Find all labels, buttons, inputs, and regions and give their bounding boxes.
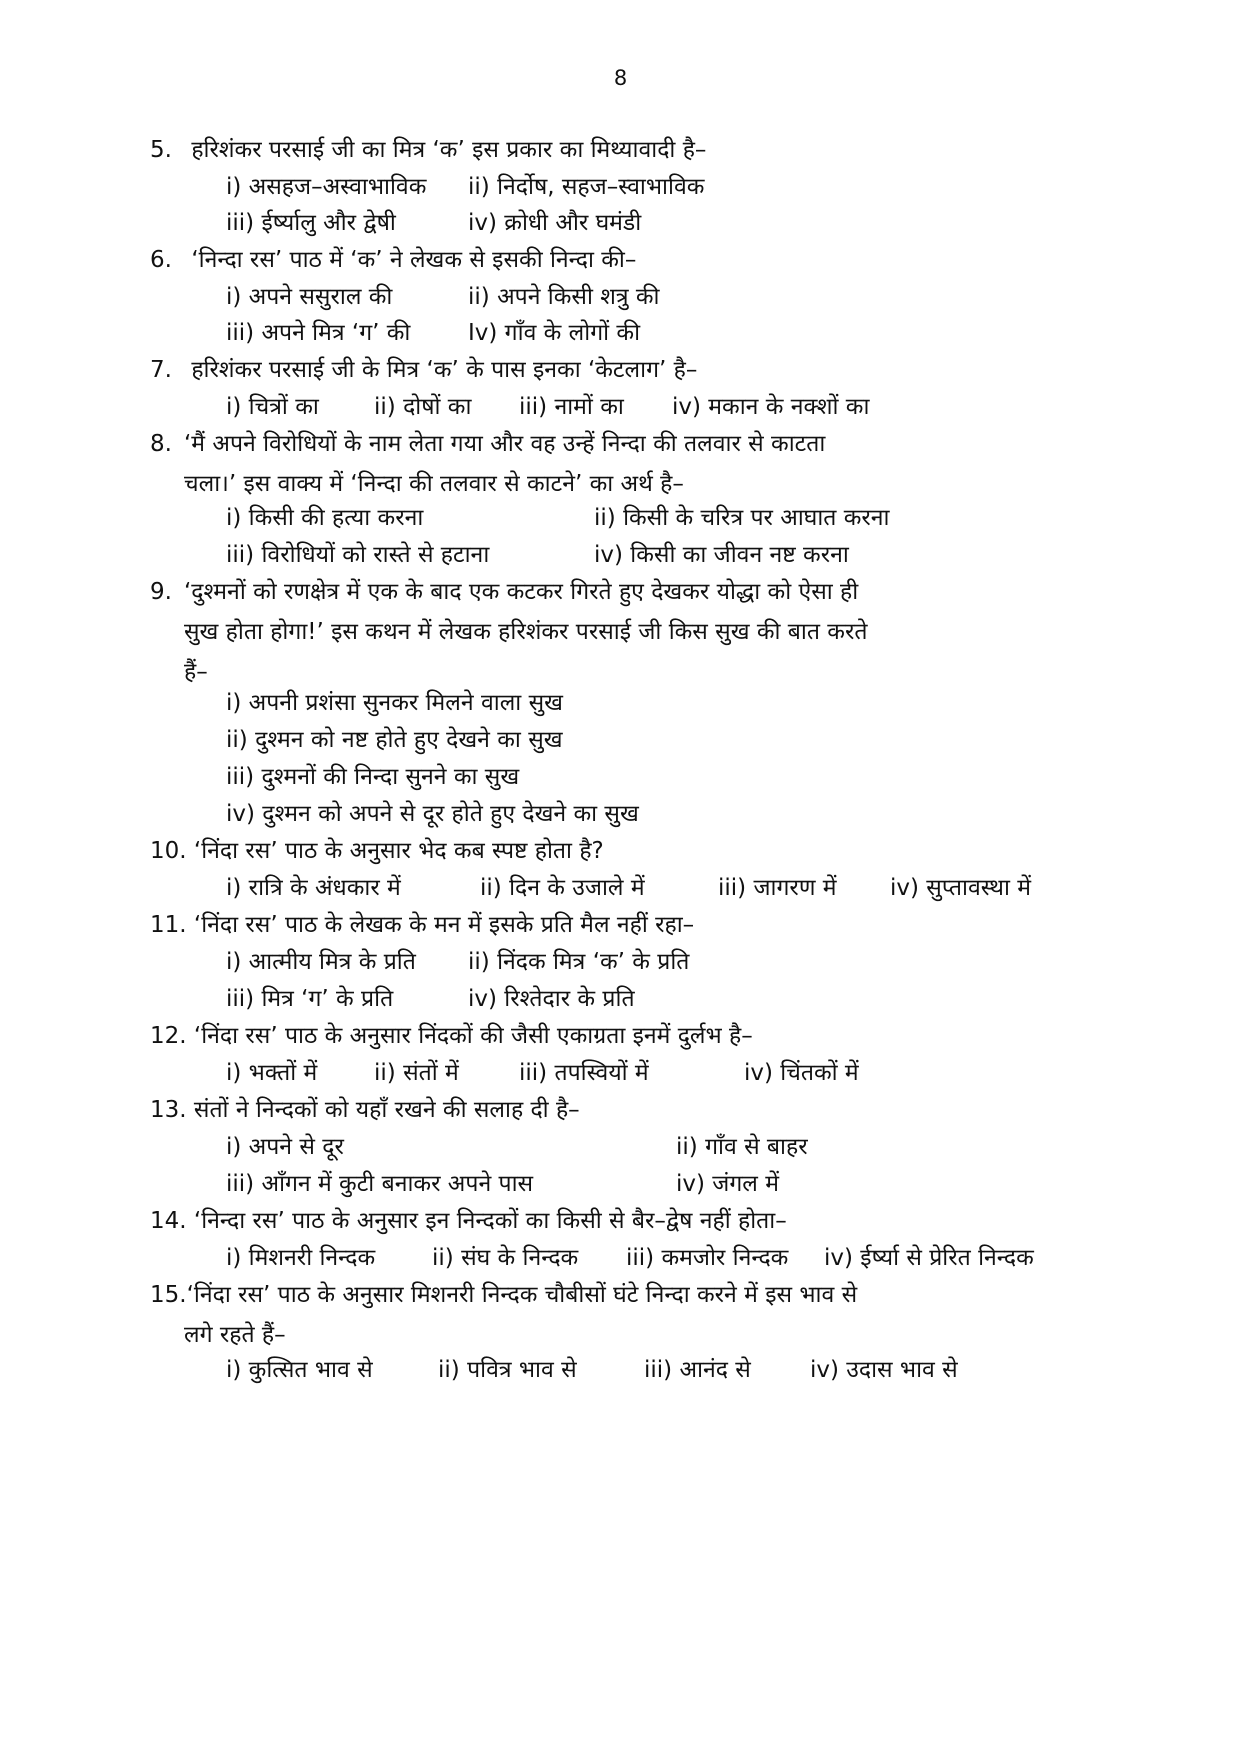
option: iv) रिश्तेदार के प्रति (468, 986, 635, 1012)
question-number: 13. (150, 1097, 187, 1123)
question-number: 9. (150, 579, 172, 605)
question-number: 8. (150, 431, 172, 457)
option: iv) मकान के नक्शों का (672, 394, 870, 420)
question-text: ‘मैं अपने विरोधियों के नाम लेता गया और वह उन्हें निन्दा की तलवार से काटता (184, 431, 826, 457)
question-text: ‘निंदा रस’ पाठ के अनुसार भेद कब स्पष्ट होता है? (193, 838, 604, 864)
options-13-row-2 (226, 1164, 1106, 1204)
options-10-row-1 (226, 868, 1106, 908)
option: i) असहज–अस्वाभाविक (226, 174, 427, 200)
option: i) चित्रों का (226, 394, 319, 420)
question-number: 15. (150, 1282, 187, 1308)
option: iv) क्रोधी और घमंडी (468, 210, 642, 236)
option: i) अपने से दूर (226, 1134, 344, 1160)
option: i) रात्रि के अंधकार में (226, 875, 401, 901)
question-text: ‘निंदा रस’ पाठ के अनुसार मिशनरी निन्दक चौबीसों घंटे निन्दा करने में इस भाव से (186, 1282, 858, 1308)
option: ii) किसी के चरित्र पर आघात करना (594, 505, 890, 531)
option: i) भक्तों में (226, 1060, 318, 1086)
question-7 (150, 350, 1090, 390)
options-11-row-2 (226, 979, 1106, 1019)
question-number: 10. (150, 838, 187, 864)
question-12 (150, 1016, 1090, 1056)
question-text-continued: लगे रहते हैं– (184, 1322, 286, 1348)
option: Iv) गाँव के लोगों की (468, 320, 641, 346)
option: iii) आँगन में कुटी बनाकर अपने पास (226, 1171, 534, 1197)
option: ii) संघ के निन्दक (432, 1245, 579, 1271)
option: iii) आनंद से (644, 1357, 751, 1383)
question-text: संतों ने निन्दकों को यहाँ रखने की सलाह दी है– (193, 1097, 580, 1123)
options-9-row-1 (226, 683, 1106, 723)
option: iii) तपस्वियों में (519, 1060, 649, 1086)
question-10 (150, 831, 1090, 871)
option: iii) नामों का (519, 394, 624, 420)
options-14-row-1 (226, 1238, 1106, 1278)
question-13 (150, 1090, 1090, 1130)
options-6-row-1 (226, 277, 1106, 317)
option: ii) गाँव से बाहर (676, 1134, 808, 1160)
option: iii) जागरण में (718, 875, 837, 901)
options-13-row-1 (226, 1127, 1106, 1167)
option: iii) मित्र ‘ग’ के प्रति (226, 986, 394, 1012)
question-11 (150, 905, 1090, 945)
question-number: 14. (150, 1208, 187, 1234)
question-text: ‘निंदा रस’ पाठ के लेखक के मन में इसके प्रति मैल नहीं रहा– (193, 912, 695, 938)
question-text: हरिशंकर परसाई जी के मित्र ‘क’ के पास इनका ‘केटलाग’ है– (191, 357, 698, 383)
options-8-row-2 (226, 535, 1106, 575)
question-8 (150, 424, 1090, 504)
option: i) अपनी प्रशंसा सुनकर मिलने वाला सुख (226, 690, 563, 716)
option: ii) दुश्मन को नष्ट होते हुए देखने का सुख (226, 727, 563, 753)
options-9-row-2 (226, 720, 1106, 760)
options-7-row-1 (226, 387, 1106, 427)
option: i) आत्मीय मित्र के प्रति (226, 949, 416, 975)
option: iv) जंगल में (676, 1171, 779, 1197)
option: iii) विरोधियों को रास्ते से हटाना (226, 542, 490, 568)
option: ii) पवित्र भाव से (438, 1357, 577, 1383)
question-text: हरिशंकर परसाई जी का मित्र ‘क’ इस प्रकार का मिथ्यावादी है– (191, 137, 707, 163)
options-12-row-1 (226, 1053, 1106, 1093)
options-8-row-1 (226, 498, 1106, 538)
option: iv) उदास भाव से (810, 1357, 958, 1383)
question-text: ‘निन्दा रस’ पाठ के अनुसार इन निन्दकों का किसी से बैर–द्वेष नहीं होता– (193, 1208, 787, 1234)
question-number: 12. (150, 1023, 187, 1049)
options-9-row-4 (226, 794, 1106, 834)
options-11-row-1 (226, 942, 1106, 982)
question-text: ‘निन्दा रस’ पाठ में ‘क’ ने लेखक से इसकी निन्दा की– (191, 247, 637, 273)
question-5 (150, 130, 1090, 170)
option: ii) दिन के उजाले में (480, 875, 645, 901)
option: ii) निर्दोष, सहज–स्वाभाविक (468, 174, 705, 200)
option: ii) निंदक मित्र ‘क’ के प्रति (468, 949, 690, 975)
option: ii) संतों में (374, 1060, 459, 1086)
question-number: 11. (150, 912, 187, 938)
option: iv) किसी का जीवन नष्ट करना (594, 542, 849, 568)
option: iii) कमजोर निन्दक (626, 1245, 789, 1271)
question-15 (150, 1275, 1090, 1355)
options-5-row-1 (226, 167, 1106, 207)
option: i) मिशनरी निन्दक (226, 1245, 376, 1271)
question-text: ‘दुश्मनों को रणक्षेत्र में एक के बाद एक कटकर गिरते हुए देखकर योद्धा को ऐसा ही (184, 579, 859, 605)
question-text: ‘निंदा रस’ पाठ के अनुसार निंदकों की जैसी एकाग्रता इनमें दुर्लभ है– (193, 1023, 753, 1049)
question-9 (150, 572, 1090, 692)
question-6 (150, 240, 1090, 280)
option: ii) अपने किसी शत्रु की (468, 284, 660, 310)
options-15-row-1 (226, 1350, 1106, 1390)
question-number: 5. (150, 137, 172, 163)
question-text-continued: सुख होता होगा!’ इस कथन में लेखक हरिशंकर परसाई जी किस सुख की बात करते (184, 619, 868, 645)
option: i) कुत्सित भाव से (226, 1357, 373, 1383)
option: iv) दुश्मन को अपने से दूर होते हुए देखने का सुख (226, 801, 639, 827)
options-9-row-3 (226, 757, 1106, 797)
question-text-continued: चला।’ इस वाक्य में ‘निन्दा की तलवार से काटने’ का अर्थ है– (184, 471, 684, 497)
option: iv) चिंतकों में (744, 1060, 859, 1086)
page-number: 8 (613, 66, 628, 90)
option: iii) ईर्ष्यालु और द्वेषी (226, 210, 396, 236)
option: ii) दोषों का (374, 394, 472, 420)
option: iv) ईर्ष्या से प्रेरित निन्दक (824, 1245, 1034, 1271)
options-6-row-2 (226, 313, 1106, 353)
option: iii) अपने मित्र ‘ग’ की (226, 320, 411, 346)
option: i) अपने ससुराल की (226, 284, 393, 310)
question-number: 6. (150, 247, 172, 273)
option: i) किसी की हत्या करना (226, 505, 424, 531)
option: iii) दुश्मनों की निन्दा सुनने का सुख (226, 764, 520, 790)
option: iv) सुप्तावस्था में (890, 875, 1031, 901)
options-5-row-2 (226, 203, 1106, 243)
question-14 (150, 1201, 1090, 1241)
question-text-continued: हैं– (184, 659, 208, 685)
question-number: 7. (150, 357, 172, 383)
